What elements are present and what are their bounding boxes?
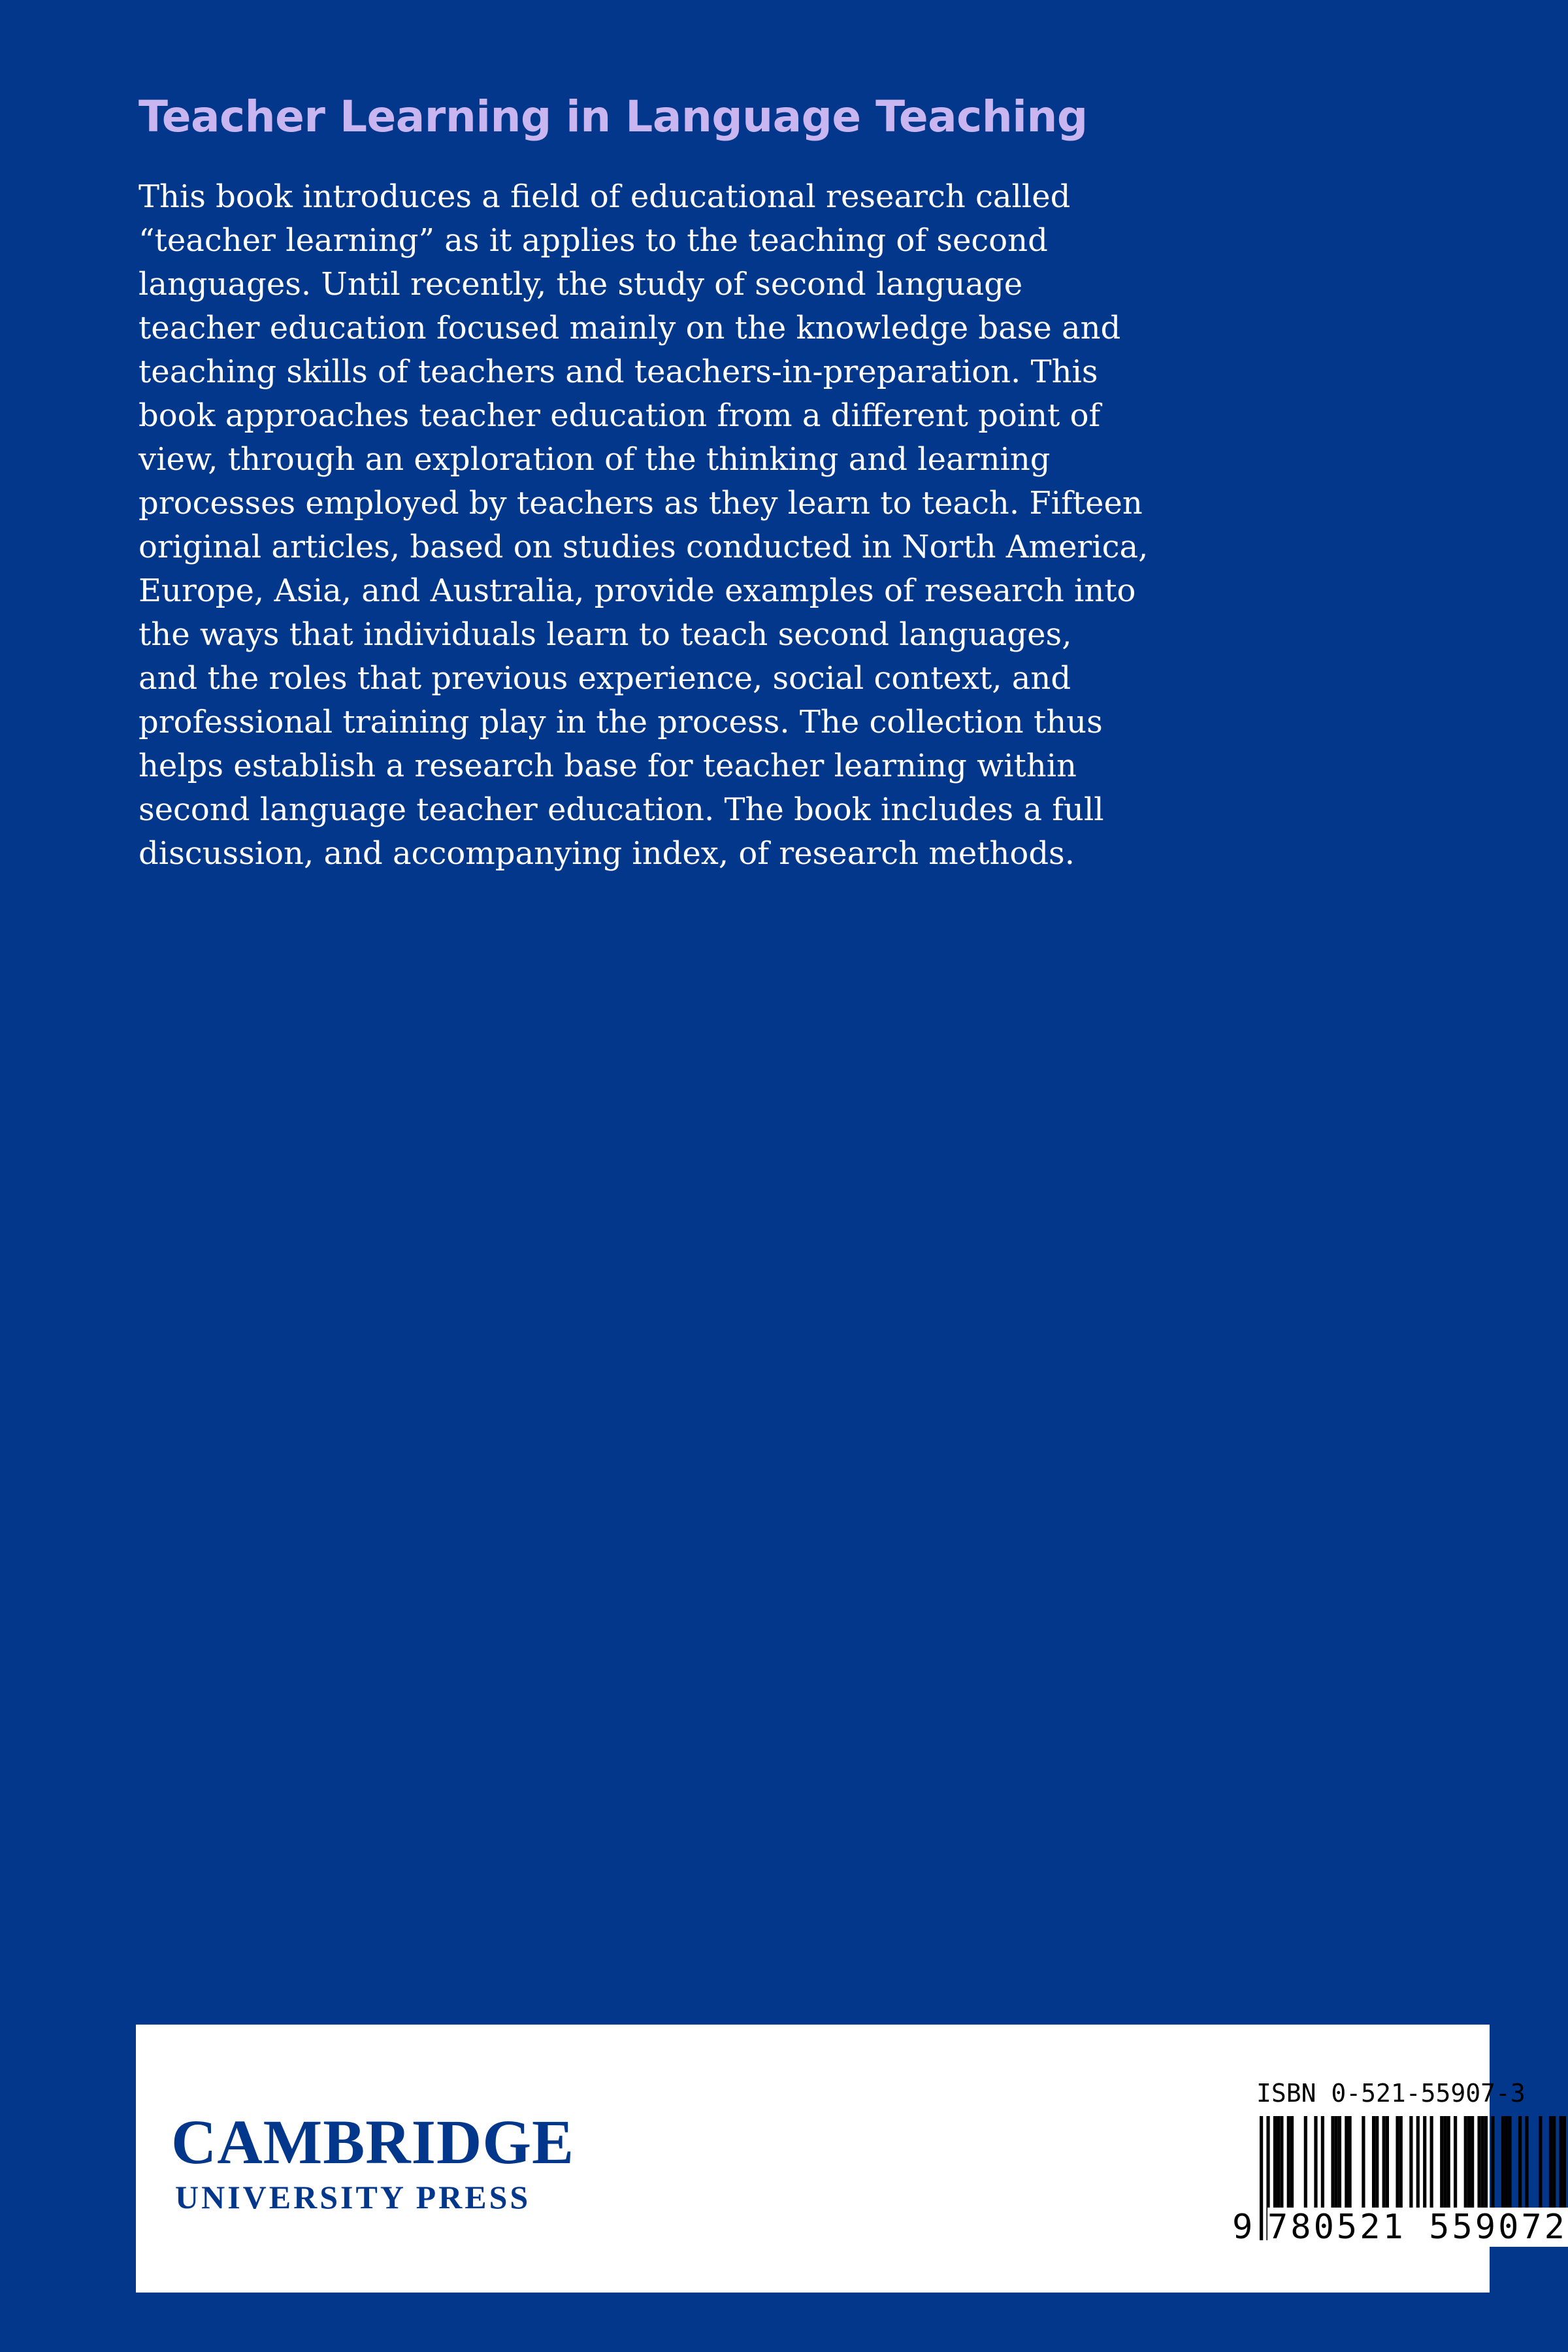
barcode-bar bbox=[1290, 2116, 1294, 2210]
barcode-bar bbox=[1399, 2116, 1403, 2210]
barcode-bar bbox=[1321, 2116, 1324, 2210]
barcode-bar bbox=[1287, 2116, 1290, 2210]
book-title: Teacher Learning in Language Teaching bbox=[139, 91, 1088, 142]
isbn-label: ISBN 0-521-55907-3 bbox=[1256, 2079, 1526, 2108]
barcode-bar bbox=[1464, 2116, 1467, 2210]
barcode-bar bbox=[1471, 2116, 1474, 2210]
barcode-bar bbox=[1447, 2116, 1450, 2210]
barcode-bar bbox=[1372, 2116, 1375, 2210]
cambridge-logo bbox=[171, 2107, 576, 2217]
barcode-bar bbox=[1348, 2116, 1351, 2210]
barcode-bar bbox=[1338, 2116, 1341, 2210]
barcode-bar bbox=[1430, 2116, 1433, 2210]
barcode-bar bbox=[1481, 2116, 1484, 2210]
barcode-bar bbox=[1467, 2116, 1471, 2210]
publisher-subname: UNIVERSITY PRESS bbox=[175, 2179, 531, 2215]
publisher-panel bbox=[136, 2025, 1567, 2293]
barcode-bar bbox=[1386, 2116, 1389, 2210]
barcode-bar bbox=[1560, 2116, 1563, 2210]
barcode-bar bbox=[1484, 2116, 1488, 2210]
barcode-bar bbox=[1314, 2116, 1317, 2210]
barcode-bar bbox=[1563, 2116, 1566, 2210]
barcode-bar bbox=[1501, 2116, 1505, 2210]
barcode-bar bbox=[1362, 2116, 1365, 2210]
book-description: This book introduces a field of educational research called “teacher learning” as it applies to the teaching of second languages. Until recently, the study of second language teacher education focused mainly on the knowledge base and teaching skills of teachers and teachers-in-preparation. This book approaches teacher education from a different point of view, through an exploration of the thinking and learning processes employed by teachers as they learn to teach. Fifteen original articles, based on studies conducted in North America, Europe, Asia, and Australia, provide examples of research into the ways that individuals learn to teach second languages, and the roles that previous experience, social context, and professional training play in the process. The collection thus helps establish a research base for teacher learning within second language teacher education. The book includes a full discussion, and accompanying index, of research methods. bbox=[139, 178, 1149, 872]
barcode-bar bbox=[1525, 2116, 1528, 2210]
barcode-bar bbox=[1273, 2116, 1277, 2210]
barcode-bar bbox=[1552, 2116, 1556, 2210]
ean-digits: 780521 559072 bbox=[1267, 2208, 1568, 2247]
barcode-bar bbox=[1505, 2116, 1508, 2210]
barcode-bar bbox=[1440, 2116, 1443, 2210]
barcode-bar bbox=[1477, 2116, 1480, 2210]
barcode-bar bbox=[1396, 2116, 1399, 2210]
barcode-bar bbox=[1491, 2116, 1494, 2210]
barcode-bar bbox=[1508, 2116, 1511, 2210]
barcode-bar bbox=[1375, 2116, 1379, 2210]
barcode-bar bbox=[1260, 2116, 1263, 2240]
barcode-bar bbox=[1277, 2116, 1280, 2210]
barcode-bar bbox=[1345, 2116, 1348, 2210]
barcode-bar bbox=[1518, 2116, 1522, 2210]
barcode-bar bbox=[1549, 2116, 1552, 2210]
publisher-name: CAMBRIDGE bbox=[171, 2107, 575, 2177]
barcode-bar bbox=[1335, 2116, 1338, 2210]
barcode-bar bbox=[1409, 2116, 1413, 2210]
barcode-bar bbox=[1304, 2116, 1307, 2210]
barcode-bar bbox=[1443, 2116, 1446, 2210]
ean-first-digit: 9 bbox=[1232, 2208, 1253, 2247]
barcode-bar bbox=[1280, 2116, 1283, 2210]
isbn-block bbox=[1122, 2078, 1567, 2274]
barcode-bar bbox=[1331, 2116, 1334, 2210]
barcode-bar bbox=[1539, 2116, 1542, 2210]
barcode-bar bbox=[1454, 2116, 1457, 2210]
barcode-bar bbox=[1382, 2116, 1386, 2210]
